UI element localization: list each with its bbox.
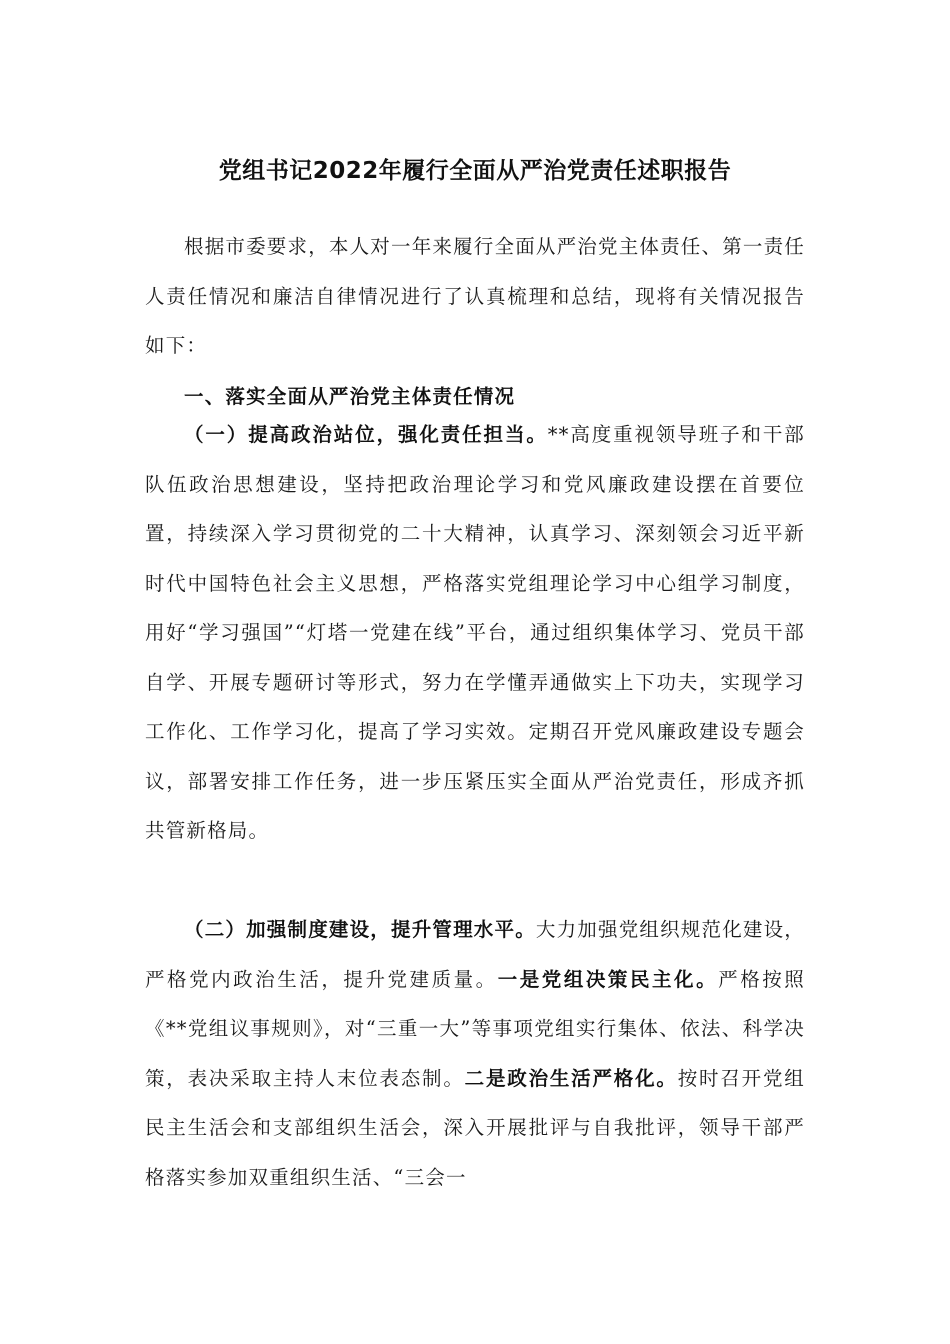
paragraph-1 <box>145 410 805 856</box>
paragraph-1-lead: （一）提高政治站位，强化责任担当。 <box>184 423 548 446</box>
paragraph-2-text-2: 严格按照《**党组议事规则》，对“三重一大”等事项党组实行集体、依法、科学决策，表决采取主持人末位表态制。 <box>145 967 805 1090</box>
document-title: 党组书记2022年履行全面从严治党责任述职报告 <box>218 158 732 184</box>
paragraph-2 <box>145 905 805 1202</box>
paragraph-2-point-1: 一是党组决策民主化。 <box>497 967 719 991</box>
paragraph-2-text-1: 大力加强党组织规范化建设，严格党内政治生活，提升党建质量。 <box>145 918 806 991</box>
paragraph-2-point-2: 二是政治生活严格化。 <box>464 1066 678 1090</box>
intro-paragraph: 根据市委要求，本人对一年来履行全面从严治党主体责任、第一责任人责任情况和廉洁自律情况进行了认真梳理和总结，现将有关情况报告如下： <box>145 235 806 357</box>
paragraph-2-lead: （二）加强制度建设，提升管理水平。 <box>184 918 536 941</box>
section-heading-1: 一、落实全面从严治党主体责任情况 <box>184 385 516 408</box>
paragraph-1-text: **高度重视领导班子和干部队伍政治思想建设，坚持把政治理论学习和党风廉政建设摆在首要位置，持续深入学习贯彻党的二十大精神，认真学习、深刻领会习近平新时代中国特色社会主义思想，严格落实党组理论学习中心组学习制度，用好“学习强国”“灯塔一党建在线”平台，通过组织集体学习、党员干部自学、开展专题研讨等形式，努力在学懂弄通做实上下功夫，实现学习工作化、工作学习化，提高了学习实效。定期召开党风廉政建设专题会议，部署安排工作任务，进一步压紧压实全面从严治党责任，形成齐抓共管新格局。 <box>145 423 805 842</box>
paragraph-2-text-3: 按时召开党组民主生活会和支部组织生活会，深入开展批评与自我批评，领导干部严格落实参加双重组织生活、“三会一 <box>145 1066 805 1189</box>
